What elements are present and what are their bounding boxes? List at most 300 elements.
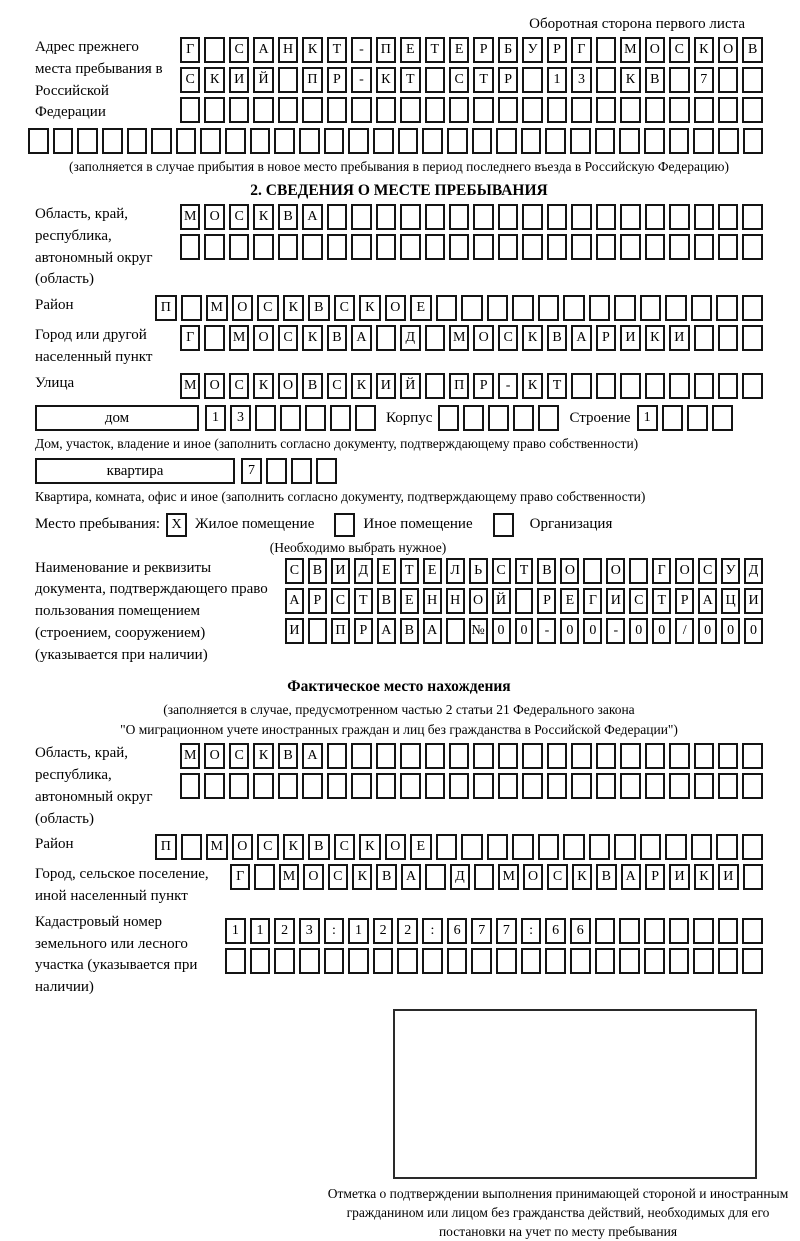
char-cell[interactable] — [473, 204, 493, 230]
char-cell[interactable]: Д — [450, 864, 470, 890]
char-cell[interactable] — [614, 295, 636, 321]
char-cell[interactable]: И — [376, 373, 396, 399]
char-cell[interactable] — [488, 405, 509, 431]
char-cell[interactable] — [151, 128, 172, 154]
char-cell[interactable] — [400, 204, 420, 230]
char-cell[interactable] — [302, 773, 322, 799]
char-cell[interactable] — [640, 295, 662, 321]
char-cell[interactable] — [461, 295, 483, 321]
char-cell[interactable] — [596, 373, 616, 399]
char-cell[interactable] — [718, 373, 738, 399]
char-cell[interactable] — [563, 295, 585, 321]
char-cell[interactable] — [665, 834, 687, 860]
char-cell[interactable] — [487, 834, 509, 860]
char-cell[interactable] — [718, 204, 738, 230]
char-cell[interactable]: В — [742, 37, 762, 63]
char-cell[interactable]: 2 — [274, 918, 295, 944]
char-cell[interactable] — [180, 234, 200, 260]
char-cell[interactable] — [640, 834, 662, 860]
char-cell[interactable]: У — [721, 558, 740, 584]
char-cell[interactable] — [77, 128, 98, 154]
char-cell[interactable] — [376, 773, 396, 799]
char-cell[interactable]: П — [331, 618, 350, 644]
char-cell[interactable]: - — [351, 67, 371, 93]
char-cell[interactable]: С — [331, 588, 350, 614]
char-cell[interactable]: М — [206, 295, 228, 321]
char-cell[interactable]: Т — [515, 558, 534, 584]
char-cell[interactable] — [571, 234, 591, 260]
char-cell[interactable] — [373, 948, 394, 974]
char-cell[interactable]: К — [572, 864, 592, 890]
char-cell[interactable] — [225, 128, 246, 154]
char-cell[interactable]: И — [669, 864, 689, 890]
char-cell[interactable]: 0 — [698, 618, 717, 644]
char-cell[interactable] — [742, 834, 764, 860]
char-cell[interactable] — [742, 97, 762, 123]
char-cell[interactable] — [229, 773, 249, 799]
char-cell[interactable]: О — [718, 37, 738, 63]
char-cell[interactable]: С — [328, 864, 348, 890]
char-cell[interactable] — [181, 834, 203, 860]
char-cell[interactable] — [102, 128, 123, 154]
char-cell[interactable] — [308, 618, 327, 644]
char-cell[interactable] — [629, 558, 648, 584]
char-cell[interactable]: - — [498, 373, 518, 399]
char-cell[interactable]: Е — [560, 588, 579, 614]
char-cell[interactable]: С — [229, 743, 249, 769]
char-cell[interactable]: - — [351, 37, 371, 63]
char-cell[interactable]: О — [473, 325, 493, 351]
char-cell[interactable]: К — [359, 834, 381, 860]
char-cell[interactable]: В — [537, 558, 556, 584]
char-cell[interactable] — [280, 405, 301, 431]
char-cell[interactable] — [498, 773, 518, 799]
char-cell[interactable]: Н — [278, 37, 298, 63]
char-cell[interactable] — [373, 128, 394, 154]
char-cell[interactable]: А — [377, 618, 396, 644]
char-cell[interactable] — [596, 234, 616, 260]
char-cell[interactable] — [351, 204, 371, 230]
char-cell[interactable]: С — [492, 558, 511, 584]
char-cell[interactable] — [545, 948, 566, 974]
char-cell[interactable] — [278, 67, 298, 93]
char-cell[interactable]: М — [498, 864, 518, 890]
char-cell[interactable] — [583, 558, 602, 584]
char-cell[interactable] — [496, 948, 517, 974]
char-cell[interactable]: 0 — [629, 618, 648, 644]
char-cell[interactable]: О — [278, 373, 298, 399]
char-cell[interactable]: О — [675, 558, 694, 584]
char-cell[interactable] — [513, 405, 534, 431]
char-cell[interactable] — [669, 948, 690, 974]
char-cell[interactable] — [515, 588, 534, 614]
char-cell[interactable] — [204, 97, 224, 123]
char-cell[interactable] — [669, 204, 689, 230]
char-cell[interactable] — [496, 128, 517, 154]
char-cell[interactable] — [400, 773, 420, 799]
char-cell[interactable] — [742, 773, 762, 799]
char-cell[interactable] — [522, 234, 542, 260]
char-cell[interactable]: К — [522, 325, 542, 351]
char-cell[interactable] — [669, 373, 689, 399]
char-cell[interactable] — [669, 743, 689, 769]
char-cell[interactable]: М — [229, 325, 249, 351]
char-cell[interactable] — [253, 97, 273, 123]
char-cell[interactable]: П — [302, 67, 322, 93]
char-cell[interactable]: 0 — [492, 618, 511, 644]
char-cell[interactable] — [620, 204, 640, 230]
char-cell[interactable]: К — [283, 834, 305, 860]
char-cell[interactable] — [545, 128, 566, 154]
char-cell[interactable] — [229, 97, 249, 123]
char-cell[interactable] — [742, 325, 762, 351]
char-cell[interactable]: К — [694, 37, 714, 63]
char-cell[interactable]: О — [645, 37, 665, 63]
char-cell[interactable] — [180, 773, 200, 799]
char-cell[interactable]: О — [204, 204, 224, 230]
char-cell[interactable]: 0 — [560, 618, 579, 644]
char-cell[interactable] — [348, 948, 369, 974]
char-cell[interactable]: 3 — [571, 67, 591, 93]
char-cell[interactable] — [595, 948, 616, 974]
char-cell[interactable] — [305, 405, 326, 431]
char-cell[interactable] — [669, 234, 689, 260]
char-cell[interactable] — [327, 97, 347, 123]
char-cell[interactable] — [425, 67, 445, 93]
char-cell[interactable] — [718, 234, 738, 260]
char-cell[interactable]: В — [645, 67, 665, 93]
char-cell[interactable] — [547, 97, 567, 123]
char-cell[interactable] — [571, 743, 591, 769]
char-cell[interactable] — [471, 948, 492, 974]
char-cell[interactable]: 3 — [299, 918, 320, 944]
char-cell[interactable]: О — [232, 834, 254, 860]
char-cell[interactable]: О — [469, 588, 488, 614]
char-cell[interactable]: П — [155, 834, 177, 860]
char-cell[interactable]: К — [645, 325, 665, 351]
char-cell[interactable] — [742, 295, 764, 321]
char-cell[interactable] — [645, 97, 665, 123]
char-cell[interactable]: К — [253, 204, 273, 230]
char-cell[interactable] — [694, 234, 714, 260]
char-cell[interactable] — [512, 295, 534, 321]
char-cell[interactable] — [687, 405, 708, 431]
char-cell[interactable] — [694, 325, 714, 351]
char-cell[interactable]: Г — [652, 558, 671, 584]
char-cell[interactable] — [547, 204, 567, 230]
char-cell[interactable]: С — [229, 204, 249, 230]
char-cell[interactable] — [127, 128, 148, 154]
char-cell[interactable]: С — [327, 373, 347, 399]
char-cell[interactable] — [742, 204, 762, 230]
char-cell[interactable]: С — [669, 37, 689, 63]
char-cell[interactable] — [645, 234, 665, 260]
char-cell[interactable]: К — [302, 37, 322, 63]
char-cell[interactable] — [669, 128, 690, 154]
char-cell[interactable] — [547, 773, 567, 799]
char-cell[interactable] — [620, 234, 640, 260]
char-cell[interactable] — [718, 128, 739, 154]
char-cell[interactable] — [718, 773, 738, 799]
char-cell[interactable]: М — [180, 743, 200, 769]
char-cell[interactable]: В — [278, 204, 298, 230]
char-cell[interactable] — [596, 67, 616, 93]
char-cell[interactable] — [324, 128, 345, 154]
char-cell[interactable]: Е — [449, 37, 469, 63]
char-cell[interactable] — [691, 834, 713, 860]
char-cell[interactable] — [204, 37, 224, 63]
char-cell[interactable]: А — [621, 864, 641, 890]
char-cell[interactable]: Г — [180, 37, 200, 63]
char-cell[interactable]: 0 — [744, 618, 763, 644]
char-cell[interactable] — [327, 773, 347, 799]
char-cell[interactable] — [571, 373, 591, 399]
char-cell[interactable] — [327, 743, 347, 769]
char-cell[interactable] — [351, 234, 371, 260]
char-cell[interactable] — [743, 864, 763, 890]
char-cell[interactable] — [397, 948, 418, 974]
char-cell[interactable]: Й — [400, 373, 420, 399]
char-cell[interactable] — [376, 743, 396, 769]
char-cell[interactable] — [570, 948, 591, 974]
char-cell[interactable] — [718, 97, 738, 123]
char-cell[interactable]: О — [606, 558, 625, 584]
char-cell[interactable]: Р — [645, 864, 665, 890]
char-cell[interactable] — [716, 295, 738, 321]
char-cell[interactable] — [204, 325, 224, 351]
char-cell[interactable] — [400, 743, 420, 769]
char-cell[interactable]: С — [257, 295, 279, 321]
char-cell[interactable] — [351, 97, 371, 123]
char-cell[interactable] — [449, 204, 469, 230]
char-cell[interactable]: О — [253, 325, 273, 351]
char-cell[interactable] — [644, 918, 665, 944]
char-cell[interactable] — [712, 405, 733, 431]
char-cell[interactable] — [571, 204, 591, 230]
char-cell[interactable] — [742, 234, 762, 260]
organization-checkbox[interactable] — [493, 513, 514, 537]
char-cell[interactable]: К — [204, 67, 224, 93]
char-cell[interactable]: В — [302, 373, 322, 399]
char-cell[interactable] — [376, 204, 396, 230]
char-cell[interactable] — [595, 128, 616, 154]
char-cell[interactable]: Л — [446, 558, 465, 584]
char-cell[interactable]: А — [253, 37, 273, 63]
char-cell[interactable]: Р — [473, 37, 493, 63]
char-cell[interactable] — [447, 948, 468, 974]
char-cell[interactable] — [461, 834, 483, 860]
char-cell[interactable]: 0 — [652, 618, 671, 644]
char-cell[interactable]: 1 — [250, 918, 271, 944]
char-cell[interactable]: В — [400, 618, 419, 644]
char-cell[interactable]: 7 — [241, 458, 262, 484]
char-cell[interactable] — [299, 948, 320, 974]
char-cell[interactable]: Р — [473, 373, 493, 399]
char-cell[interactable] — [742, 67, 762, 93]
char-cell[interactable]: Е — [377, 558, 396, 584]
char-cell[interactable]: Т — [547, 373, 567, 399]
char-cell[interactable]: В — [377, 588, 396, 614]
char-cell[interactable] — [644, 128, 665, 154]
char-cell[interactable]: П — [376, 37, 396, 63]
char-cell[interactable] — [669, 97, 689, 123]
char-cell[interactable] — [742, 743, 762, 769]
char-cell[interactable] — [498, 97, 518, 123]
char-cell[interactable]: А — [302, 743, 322, 769]
char-cell[interactable]: 6 — [570, 918, 591, 944]
char-cell[interactable]: А — [351, 325, 371, 351]
char-cell[interactable] — [693, 918, 714, 944]
char-cell[interactable] — [589, 834, 611, 860]
char-cell[interactable]: Г — [583, 588, 602, 614]
char-cell[interactable] — [225, 948, 246, 974]
char-cell[interactable] — [694, 373, 714, 399]
char-cell[interactable] — [291, 458, 312, 484]
char-cell[interactable]: 2 — [373, 918, 394, 944]
char-cell[interactable] — [472, 128, 493, 154]
char-cell[interactable] — [644, 948, 665, 974]
char-cell[interactable]: Т — [473, 67, 493, 93]
char-cell[interactable] — [447, 128, 468, 154]
char-cell[interactable] — [180, 97, 200, 123]
char-cell[interactable]: 1 — [225, 918, 246, 944]
char-cell[interactable] — [425, 97, 445, 123]
char-cell[interactable] — [327, 204, 347, 230]
char-cell[interactable]: Р — [308, 588, 327, 614]
char-cell[interactable]: Е — [423, 558, 442, 584]
char-cell[interactable]: 2 — [397, 918, 418, 944]
char-cell[interactable]: О — [232, 295, 254, 321]
char-cell[interactable] — [563, 834, 585, 860]
char-cell[interactable] — [694, 743, 714, 769]
char-cell[interactable]: С — [257, 834, 279, 860]
char-cell[interactable]: П — [449, 373, 469, 399]
char-cell[interactable] — [250, 948, 271, 974]
char-cell[interactable]: О — [204, 373, 224, 399]
char-cell[interactable]: М — [279, 864, 299, 890]
char-cell[interactable] — [474, 864, 494, 890]
char-cell[interactable] — [512, 834, 534, 860]
char-cell[interactable]: № — [469, 618, 488, 644]
char-cell[interactable] — [176, 128, 197, 154]
char-cell[interactable] — [302, 234, 322, 260]
char-cell[interactable]: О — [303, 864, 323, 890]
char-cell[interactable]: Е — [410, 834, 432, 860]
char-cell[interactable]: 0 — [721, 618, 740, 644]
char-cell[interactable]: М — [449, 325, 469, 351]
char-cell[interactable] — [53, 128, 74, 154]
char-cell[interactable] — [521, 948, 542, 974]
char-cell[interactable]: М — [180, 373, 200, 399]
char-cell[interactable]: С — [334, 295, 356, 321]
char-cell[interactable]: К — [620, 67, 640, 93]
char-cell[interactable]: Г — [180, 325, 200, 351]
char-cell[interactable]: 7 — [496, 918, 517, 944]
char-cell[interactable]: К — [351, 373, 371, 399]
char-cell[interactable]: Ц — [721, 588, 740, 614]
char-cell[interactable] — [449, 773, 469, 799]
char-cell[interactable] — [742, 918, 763, 944]
char-cell[interactable]: Д — [400, 325, 420, 351]
char-cell[interactable] — [274, 128, 295, 154]
char-cell[interactable] — [522, 67, 542, 93]
char-cell[interactable] — [619, 128, 640, 154]
char-cell[interactable] — [718, 918, 739, 944]
char-cell[interactable] — [351, 773, 371, 799]
char-cell[interactable] — [669, 918, 690, 944]
char-cell[interactable]: Д — [744, 558, 763, 584]
char-cell[interactable]: У — [522, 37, 542, 63]
char-cell[interactable] — [449, 743, 469, 769]
char-cell[interactable] — [498, 743, 518, 769]
char-cell[interactable] — [743, 128, 764, 154]
char-cell[interactable]: С — [629, 588, 648, 614]
char-cell[interactable]: С — [229, 37, 249, 63]
char-cell[interactable]: Р — [537, 588, 556, 614]
char-cell[interactable]: А — [285, 588, 304, 614]
char-cell[interactable]: 7 — [694, 67, 714, 93]
char-cell[interactable]: Г — [230, 864, 250, 890]
char-cell[interactable] — [473, 773, 493, 799]
char-cell[interactable]: О — [385, 295, 407, 321]
char-cell[interactable] — [596, 204, 616, 230]
char-cell[interactable] — [521, 128, 542, 154]
char-cell[interactable] — [614, 834, 636, 860]
char-cell[interactable]: 1 — [547, 67, 567, 93]
char-cell[interactable] — [522, 204, 542, 230]
char-cell[interactable]: К — [283, 295, 305, 321]
char-cell[interactable] — [376, 97, 396, 123]
char-cell[interactable] — [425, 204, 445, 230]
char-cell[interactable] — [487, 295, 509, 321]
char-cell[interactable] — [376, 325, 396, 351]
char-cell[interactable]: И — [744, 588, 763, 614]
char-cell[interactable]: Е — [400, 588, 419, 614]
char-cell[interactable] — [425, 234, 445, 260]
char-cell[interactable] — [691, 295, 713, 321]
char-cell[interactable]: : — [521, 918, 542, 944]
char-cell[interactable] — [620, 97, 640, 123]
char-cell[interactable] — [522, 773, 542, 799]
char-cell[interactable]: В — [376, 864, 396, 890]
char-cell[interactable]: А — [302, 204, 322, 230]
char-cell[interactable]: - — [606, 618, 625, 644]
char-cell[interactable] — [595, 918, 616, 944]
char-cell[interactable] — [596, 97, 616, 123]
char-cell[interactable]: С — [334, 834, 356, 860]
char-cell[interactable] — [299, 128, 320, 154]
char-cell[interactable] — [718, 948, 739, 974]
char-cell[interactable]: О — [385, 834, 407, 860]
char-cell[interactable] — [425, 864, 445, 890]
char-cell[interactable] — [278, 97, 298, 123]
char-cell[interactable] — [498, 204, 518, 230]
char-cell[interactable]: А — [423, 618, 442, 644]
char-cell[interactable] — [718, 325, 738, 351]
char-cell[interactable] — [253, 773, 273, 799]
char-cell[interactable]: 0 — [583, 618, 602, 644]
other-premises-checkbox[interactable] — [334, 513, 355, 537]
char-cell[interactable]: К — [522, 373, 542, 399]
char-cell[interactable]: 1 — [637, 405, 658, 431]
char-cell[interactable]: В — [327, 325, 347, 351]
char-cell[interactable]: В — [596, 864, 616, 890]
char-cell[interactable] — [596, 37, 616, 63]
char-cell[interactable]: Т — [652, 588, 671, 614]
char-cell[interactable] — [425, 325, 445, 351]
char-cell[interactable]: Е — [400, 37, 420, 63]
char-cell[interactable]: В — [547, 325, 567, 351]
